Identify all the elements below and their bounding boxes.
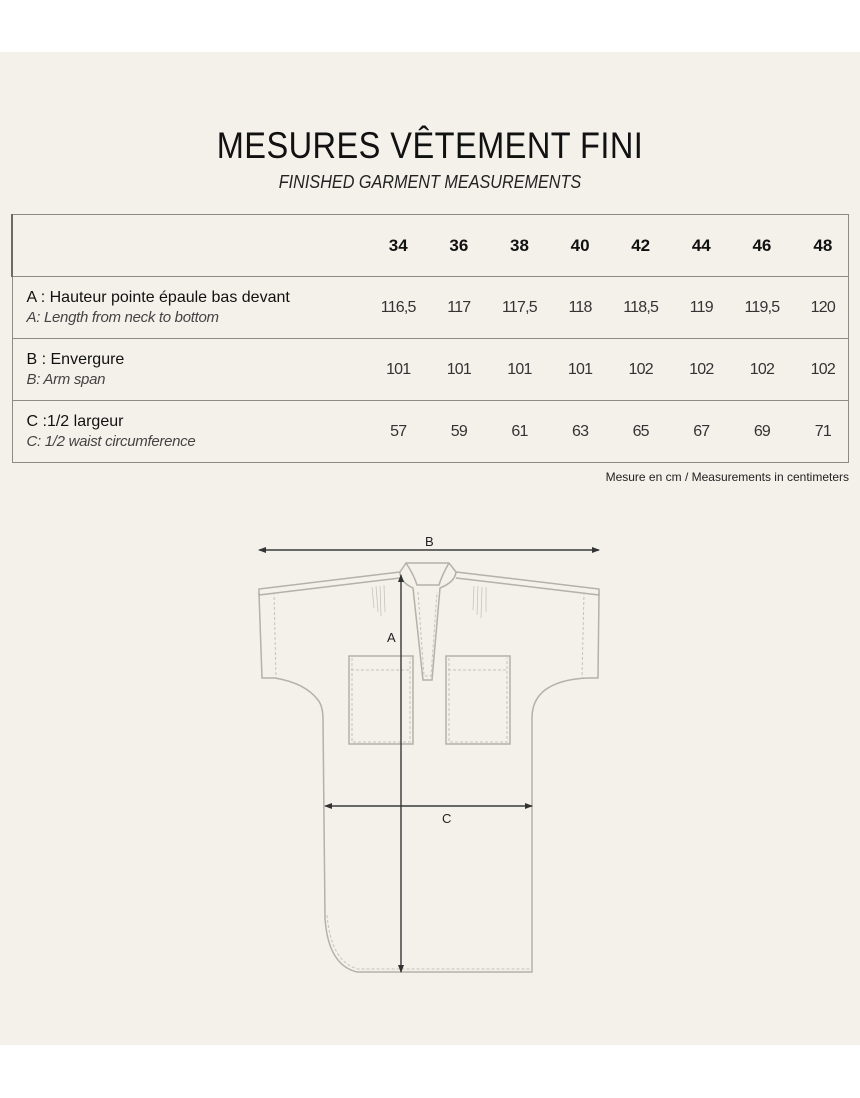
- size-header: 48: [798, 215, 849, 277]
- size-header: 44: [676, 215, 726, 277]
- value-cell: 101: [434, 339, 484, 401]
- size-header: 38: [484, 215, 555, 277]
- value-cell: 101: [555, 339, 605, 401]
- value-cell: 59: [450, 422, 467, 440]
- value-cell: 65: [632, 422, 649, 440]
- label-english: C: 1/2 waist circumference: [26, 433, 196, 450]
- value-cell: 101: [363, 339, 434, 401]
- value-cell: 102: [726, 339, 797, 401]
- value-cell: 69: [753, 422, 771, 440]
- size-header: 42: [605, 215, 676, 277]
- value-cell: 67: [693, 422, 710, 440]
- value-cell: 118: [555, 277, 605, 339]
- page-subtitle: FINISHED GARMENT MEASUREMENTS: [278, 172, 582, 192]
- size-header: 36: [434, 215, 484, 277]
- value-cell: 120: [798, 277, 849, 339]
- page-title: MESURES VÊTEMENT FINI: [216, 125, 644, 166]
- label-french: C :1/2 largeur: [26, 413, 124, 430]
- value-cell: 119,5: [726, 277, 797, 339]
- size-header: 40: [555, 215, 605, 277]
- value-cell: 116,5: [363, 277, 434, 339]
- value-cell: 63: [571, 422, 589, 440]
- label-french: B : Envergure: [26, 351, 125, 368]
- size-header: 46: [726, 215, 797, 277]
- label-english: B: Arm span: [26, 371, 106, 388]
- label-b: B: [425, 534, 434, 549]
- value-cell: 61: [511, 422, 528, 440]
- value-cell: 119: [676, 277, 726, 339]
- units-footnote: Mesure en cm / Measurements in centimeters: [605, 470, 849, 484]
- value-cell: 118,5: [605, 277, 676, 339]
- value-cell: 117,5: [484, 277, 555, 339]
- value-cell: 101: [484, 339, 555, 401]
- value-cell: 57: [390, 422, 407, 440]
- label-a: A: [387, 630, 396, 645]
- label-c: C: [442, 811, 452, 826]
- garment-outline: [259, 563, 599, 972]
- value-cell: 117: [434, 277, 484, 339]
- gather-lines: [372, 585, 486, 618]
- value-cell: 102: [798, 339, 849, 401]
- value-cell: 102: [676, 339, 726, 401]
- value-cell: 102: [605, 339, 676, 401]
- value-cell: 71: [814, 422, 831, 440]
- measurement-arrows: [259, 550, 599, 972]
- label-french: A : Hauteur pointe épaule bas devant: [26, 289, 290, 306]
- topstitching: [274, 592, 584, 969]
- size-header: 34: [363, 215, 434, 277]
- label-english: A: Length from neck to bottom: [26, 309, 219, 326]
